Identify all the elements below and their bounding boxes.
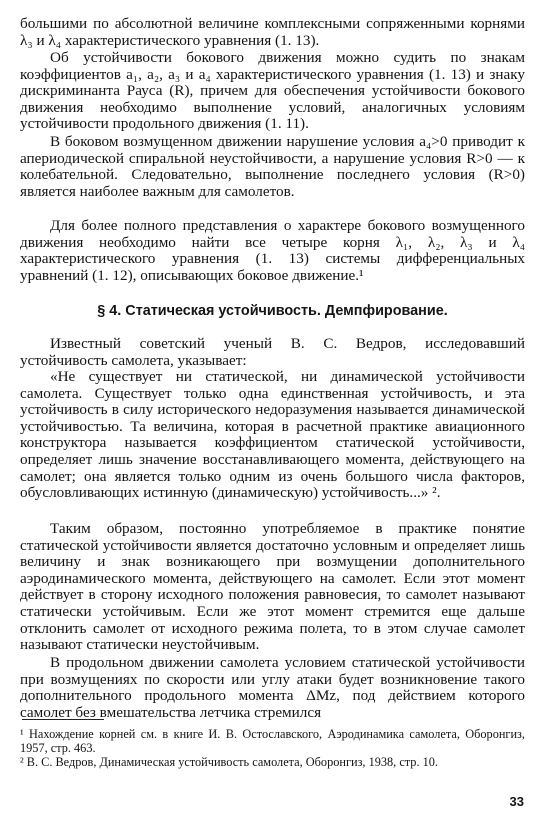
paragraph-vedrov-intro: Известный советский ученый В. С. Ведров, исследовавший устойчивость самолета, указывает: xyxy=(20,335,525,369)
footnote-1: ¹ Нахождение корней см. в книге И. В. Остославского, Аэродинамика самолета, Оборонгиз, 1957, стр. 463. xyxy=(20,727,525,755)
footnote-2: ² В. С. Ведров, Динамическая устойчивость самолета, Оборонгиз, 1938, стр. 10. xyxy=(20,755,438,769)
paragraph-four-roots: Для более полного представления о характере бокового возмущенного движения необходимо найти все четыре корня λ₁, λ₂, λ₃ и λ₄ характеристического уравнения (1. 13) системы дифференциальных уравнений (1. 12), описывающих боковое движение.¹ xyxy=(20,217,525,284)
footnote-divider xyxy=(22,719,104,720)
paragraph-spiral-instability: В боковом возмущенном движении нарушение условия a₄>0 приводит к апериодической спиральной неустойчивости, а нарушение условия R>0 — к колебательной. Следовательно, выполнение последнего условия (R>0) является наиболее важным для самолетов. xyxy=(20,133,525,200)
paragraph-continuation: большими по абсолютной величине комплексными сопряженными корнями λ₃ и λ₄ характеристического уравнения (1. 13). xyxy=(20,15,525,49)
paragraph-vedrov-quote: «Не существует ни статической, ни динамической устойчивости самолета. Существует только одна единственная устойчивость, и эта устойчивость в силу исторического недоразумения называется динамической устойчивостью. Та величина, которая в расчетной практике авиационного конструктора называется коэффициентом статической устойчивости, определяет лишь значение восстанавливающего момента, действующего на самолет; она является только одним из очень большого числа факторов, обусловливающих истинную (динамическую) устойчивость...» ². xyxy=(20,368,525,502)
paragraph-longitudinal-motion: В продольном движении самолета условием статической устойчивости при возмущениях по скорости или углу атаки будет возникновение такого дополнительного продольного момента ΔMz, под действием которого самолет без вмешательства летчика стремился xyxy=(20,654,525,721)
paragraph-static-stability: Таким образом, постоянно употребляемое в практике понятие статической устойчивости является достаточно условным и определяет лишь величину и знак возникающего при возмущении дополнительного аэродинамического момента, действующего на самолет. Если этот момент действует в сторону исходного положения равновесия, то самолет называют статически устойчивым. Если же этот момент стремится еще дальше отклонить самолет от исходного режима полета, то в этом случае самолет называют статически неустойчивым. xyxy=(20,520,525,654)
paragraph-lateral-stability-criteria: Об устойчивости бокового движения можно судить по знакам коэффициентов a₁, a₂, a₃ и a₄ характеристического уравнения (1. 13) и знаку дискриминанта Рауса (R), причем для обеспечения устойчивости бокового движения необходимо выполнение условий, аналогичных условиям устойчивости продольного движения (1. 11). xyxy=(20,49,525,133)
section-heading: § 4. Статическая устойчивость. Демпфирование. xyxy=(97,303,448,319)
page-number: 33 xyxy=(509,794,524,809)
